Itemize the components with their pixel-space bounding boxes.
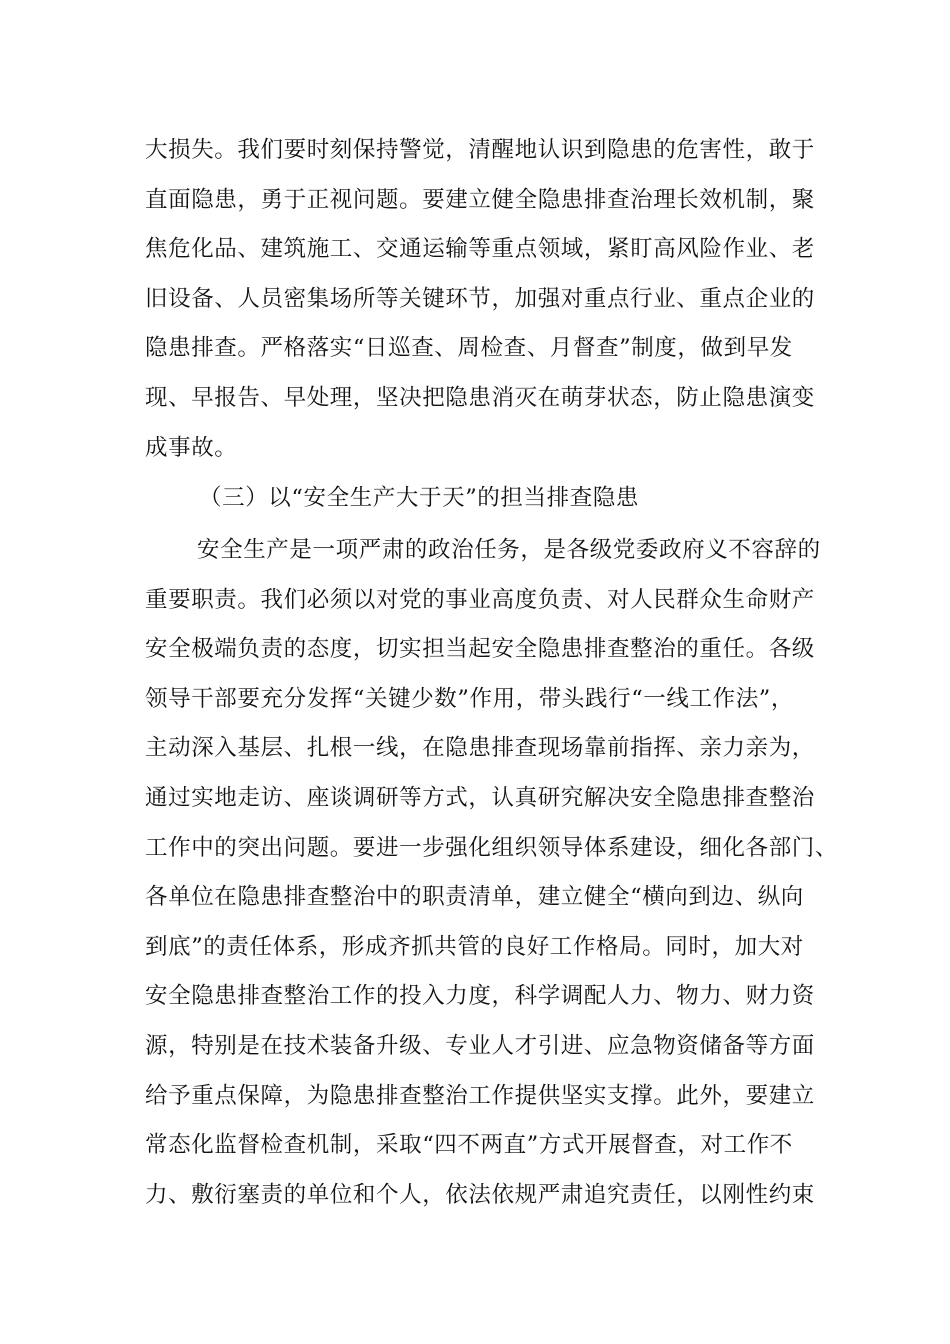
paragraph-line: 领导干部要充分发挥“关键少数”作用，带头践行“一线工作法”， — [145, 685, 795, 712]
paragraph-line: 源，特别是在技术装备升级、专业人才引进、应急物资储备等方面 — [145, 1032, 815, 1059]
paragraph-line: 重要职责。我们必须以对党的事业高度负责、对人民群众生命财产 — [145, 586, 815, 613]
paragraph-line: 力、敷衍塞责的单位和个人，依法依规严肃追究责任，以刚性约束 — [145, 1181, 815, 1208]
paragraph-line: 给予重点保障，为隐患排查整治工作提供坚实支撑。此外，要建立 — [145, 1082, 815, 1109]
paragraph-line: 各单位在隐患排查整治中的职责清单，建立健全“横向到边、纵向 — [145, 884, 804, 911]
paragraph-line: 主动深入基层、扎根一线，在隐患排查现场靠前指挥、亲力亲为， — [145, 735, 815, 762]
paragraph-2 — [145, 526, 839, 1220]
paragraph-line: 工作中的突出问题。要进一步强化组织领导体系建设，细化各部门、 — [145, 834, 839, 861]
paragraph-line: 大损失。我们要时刻保持警觉，清醒地认识到隐患的危害性，敢于 — [145, 137, 815, 163]
paragraph-line: 焦危化品、建筑施工、交通运输等重点领域，紧盯高风险作业、老 — [145, 236, 815, 263]
paragraph-line: 直面隐患，勇于正视问题。要建立健全隐患排查治理长效机制，聚 — [145, 186, 815, 213]
paragraph-line: 旧设备、人员密集场所等关键环节，加强对重点行业、重点企业的 — [145, 285, 815, 312]
paragraph-line: 常态化监督检查机制，采取“四不两直”方式开展督查，对工作不 — [145, 1132, 793, 1159]
paragraph-line: 现、早报告、早处理，坚决把隐患消灭在萌芽状态，防止隐患演变 — [145, 384, 815, 411]
paragraph-line: 安全生产是一项严肃的政治任务，是各级党委政府义不容辞的 — [197, 537, 821, 563]
paragraph-1 — [145, 126, 815, 473]
paragraph-line: 通过实地走访、座谈调研等方式，认真研究解决安全隐患排查整治 — [145, 784, 815, 811]
paragraph-line: 安全隐患排查整治工作的投入力度，科学调配人力、物力、财力资 — [145, 983, 815, 1010]
paragraph-line: 到底”的责任体系，形成齐抓共管的良好工作格局。同时，加大对 — [145, 933, 804, 960]
paragraph-line: 成事故。 — [145, 434, 238, 461]
paragraph-line: 安全极端负责的态度，切实担当起安全隐患排查整治的重任。各级 — [145, 636, 815, 663]
paragraph-line: 隐患排查。严格落实“日巡查、周检查、月督查”制度，做到早发 — [145, 335, 793, 362]
section-heading: （三）以“安全生产大于天”的担当排查隐患 — [199, 485, 640, 511]
